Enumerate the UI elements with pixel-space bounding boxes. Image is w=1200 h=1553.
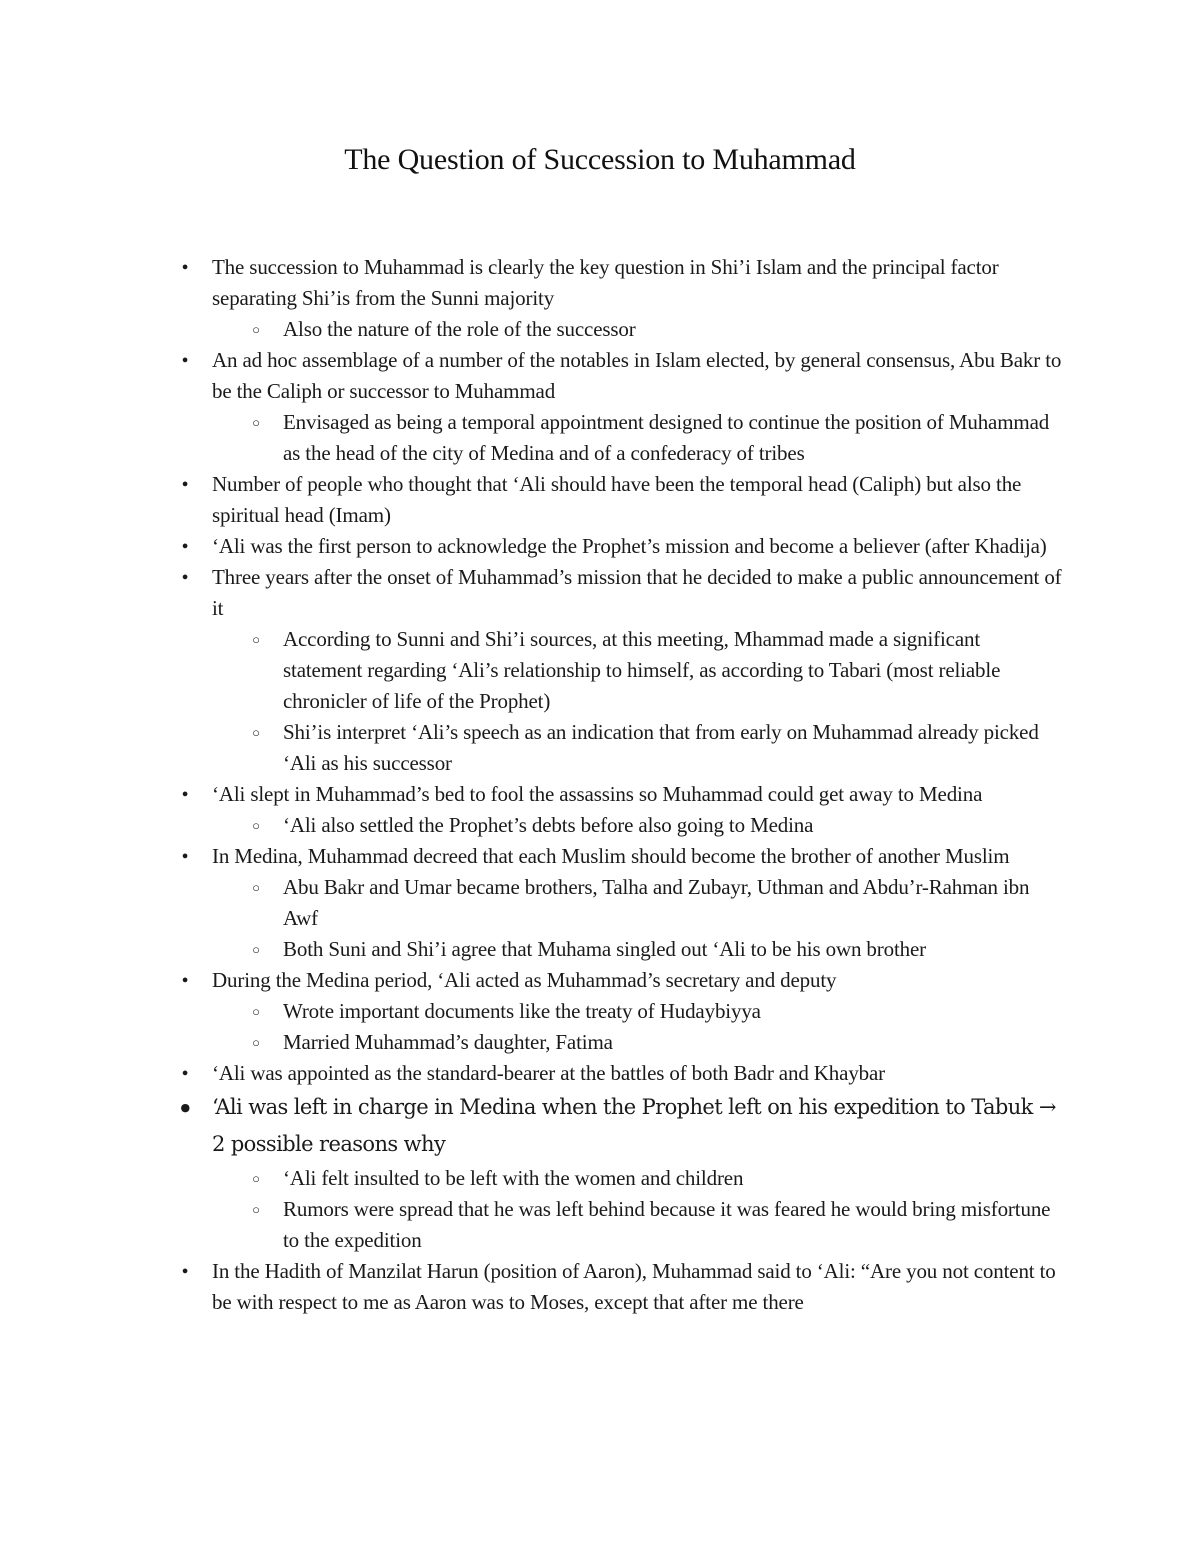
- filled-bullet-icon: ●: [181, 974, 189, 986]
- page-title: The Question of Succession to Muhammad: [344, 143, 856, 176]
- list-item-text: In the Hadith of Manzilat Harun (position of Aaron), Muhammad said to ‘Ali: “Are you not content to be with respect to me as Aaron was to Moses, except that after me there: [212, 1259, 1056, 1314]
- list-item-text: During the Medina period, ‘Ali acted as Muhammad’s secretary and deputy: [212, 968, 837, 992]
- list-item: [0, 1256, 1200, 1318]
- list-item: [0, 965, 1200, 996]
- sub-list-item: [0, 810, 1200, 841]
- filled-bullet-icon: ●: [181, 261, 189, 273]
- hollow-bullet-icon: ○: [252, 632, 260, 647]
- filled-bullet-icon: ●: [181, 478, 189, 490]
- filled-bullet-icon: ●: [181, 1067, 189, 1079]
- list-item: [0, 469, 1200, 531]
- hollow-bullet-icon: ○: [252, 1202, 260, 1217]
- list-item-text: Number of people who thought that ‘Ali should have been the temporal head (Caliph) but also the spiritual head (Imam): [212, 472, 1022, 527]
- sub-list-item: [0, 407, 1200, 469]
- list-item-text: Married Muhammad’s daughter, Fatima: [283, 1030, 613, 1054]
- list-item-text: Abu Bakr and Umar became brothers, Talha and Zubayr, Uthman and Abdu’r-Rahman ibn Awf: [283, 875, 1030, 930]
- list-item-text: Both Suni and Shi’i agree that Muhama singled out ‘Ali to be his own brother: [283, 937, 927, 961]
- hollow-bullet-icon: ○: [252, 1004, 260, 1019]
- hollow-bullet-icon: ○: [252, 415, 260, 430]
- list-item-text: ‘Ali slept in Muhammad’s bed to fool the assassins so Muhammad could get away to Medina: [212, 782, 983, 806]
- hollow-bullet-icon: ○: [252, 725, 260, 740]
- list-item: [0, 1089, 1200, 1163]
- filled-bullet-icon: ●: [181, 788, 189, 800]
- list-item-text: An ad hoc assemblage of a number of the notables in Islam elected, by general consensus, Abu Bakr to be the Caliph or successor to Muhammad: [212, 348, 1062, 403]
- sub-list-item: [0, 934, 1200, 965]
- list-item-text: ‘Ali was left in charge in Medina when the Prophet left on his expedition to Tabuk → 2 possible reasons why: [212, 1095, 1056, 1156]
- filled-bullet-icon: ●: [180, 1101, 190, 1114]
- filled-bullet-icon: ●: [181, 354, 189, 366]
- list-item-text: Wrote important documents like the treaty of Hudaybiyya: [283, 999, 761, 1023]
- list-item-text: In Medina, Muhammad decreed that each Muslim should become the brother of another Muslim: [212, 844, 1010, 868]
- list-item-text: ‘Ali was the first person to acknowledge the Prophet’s mission and become a believer (after Khadija): [212, 534, 1047, 558]
- list-item: [0, 345, 1200, 407]
- filled-bullet-icon: ●: [181, 850, 189, 862]
- hollow-bullet-icon: ○: [252, 880, 260, 895]
- hollow-bullet-icon: ○: [252, 818, 260, 833]
- list-item: [0, 841, 1200, 872]
- bullet-list: [0, 252, 1200, 1318]
- sub-list-item: [0, 314, 1200, 345]
- sub-list-item: [0, 717, 1200, 779]
- list-item: [0, 779, 1200, 810]
- sub-list-item: [0, 624, 1200, 717]
- list-item-text: ‘Ali was appointed as the standard-bearer at the battles of both Badr and Khaybar: [212, 1061, 886, 1085]
- list-item-text: ‘Ali also settled the Prophet’s debts before also going to Medina: [283, 813, 814, 837]
- list-item-text: Rumors were spread that he was left behind because it was feared he would bring misfortune to the expedition: [283, 1197, 1051, 1252]
- hollow-bullet-icon: ○: [252, 942, 260, 957]
- sub-list-item: [0, 1027, 1200, 1058]
- list-item: [0, 252, 1200, 314]
- list-item: [0, 1058, 1200, 1089]
- list-item-text: Three years after the onset of Muhammad’s mission that he decided to make a public announcement of it: [212, 565, 1062, 620]
- list-item-text: Envisaged as being a temporal appointment designed to continue the position of Muhammad as the head of the city of Medina and of a confederacy of tribes: [283, 410, 1050, 465]
- list-item-text: Also the nature of the role of the successor: [283, 317, 636, 341]
- hollow-bullet-icon: ○: [252, 322, 260, 337]
- list-item: [0, 562, 1200, 624]
- sub-list-item: [0, 1194, 1200, 1256]
- list-item-text: Shi’is interpret ‘Ali’s speech as an indication that from early on Muhammad already picked ‘Ali as his successor: [283, 720, 1039, 775]
- filled-bullet-icon: ●: [181, 1265, 189, 1277]
- hollow-bullet-icon: ○: [252, 1035, 260, 1050]
- list-item-text: ‘Ali felt insulted to be left with the women and children: [283, 1166, 744, 1190]
- sub-list-item: [0, 1163, 1200, 1194]
- list-item: [0, 531, 1200, 562]
- list-item-text: The succession to Muhammad is clearly the key question in Shi’i Islam and the principal factor separating Shi’is from the Sunni majority: [212, 255, 999, 310]
- filled-bullet-icon: ●: [181, 540, 189, 552]
- hollow-bullet-icon: ○: [252, 1171, 260, 1186]
- sub-list-item: [0, 872, 1200, 934]
- list-item-text: According to Sunni and Shi’i sources, at this meeting, Mhammad made a significant statement regarding ‘Ali’s relationship to himself, as according to Tabari (most reliable chronicler of life of the Prophet): [283, 627, 1001, 713]
- filled-bullet-icon: ●: [181, 571, 189, 583]
- sub-list-item: [0, 996, 1200, 1027]
